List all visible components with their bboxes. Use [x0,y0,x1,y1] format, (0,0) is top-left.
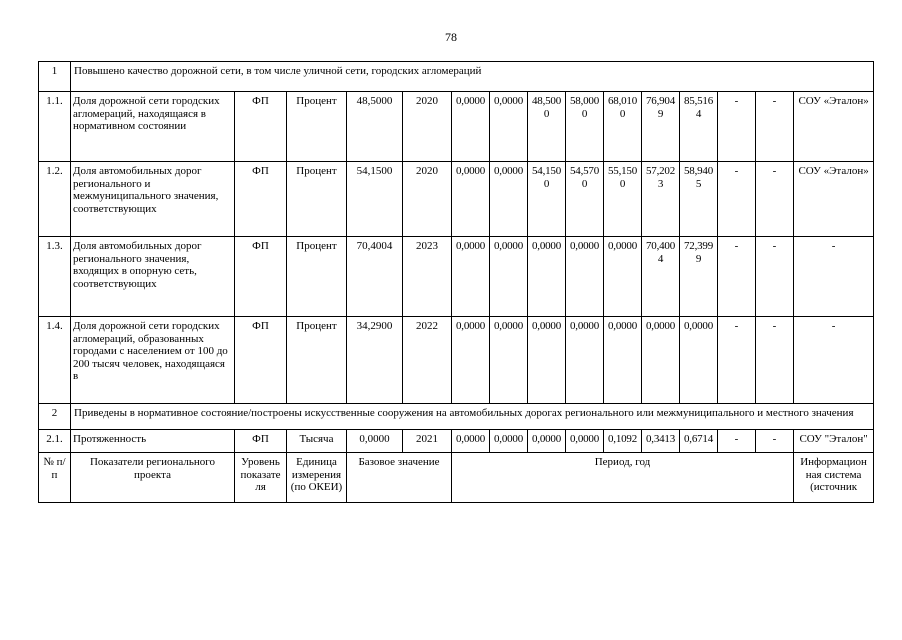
period-value [642,317,680,404]
section-title: Повышено качество дорожной сети, в том числе уличной сети, городских агломераций [71,62,874,92]
period-value-text: 0,0000 [645,320,676,332]
period-value [604,237,642,317]
header-row [39,453,874,503]
base-value: 0,0000 [347,430,403,453]
indicator-level: ФП [235,162,287,237]
period-value-text: 54,5700 [569,165,600,190]
period-value [566,92,604,162]
base-year: 2023 [403,237,452,317]
info-system: СОУ «Эталон» [794,92,874,162]
period-value [528,162,566,237]
indicator-name: Протяженность [71,430,235,453]
period-value-text: 0,0000 [569,433,600,445]
period-value [680,237,718,317]
base-year: 2020 [403,162,452,237]
period-value-text: 68,0100 [607,95,638,120]
period-value-text: 0,0000 [531,320,562,332]
period-value-text: 72,3999 [683,240,714,265]
table-row [39,92,874,162]
dash-cell: - [756,92,794,162]
section-number: 1 [39,62,71,92]
period-value [680,92,718,162]
period-value-text: 0,0000 [683,320,714,332]
row-id: 1.2. [39,162,71,237]
period-value [642,92,680,162]
table-row [39,430,874,453]
period-value-text: 76,9049 [645,95,676,120]
period-value [452,162,490,237]
period-value-text: 0,0000 [531,240,562,252]
header-base: Базовое значение [347,453,452,503]
period-value-text: 58,9405 [683,165,714,190]
period-value [566,162,604,237]
period-value [490,162,528,237]
indicator-level: ФП [235,237,287,317]
unit: Процент [287,317,347,404]
period-value-text: 0,0000 [493,165,524,177]
section-title: Приведены в нормативное состояние/построены искусственные сооружения на автомобильных дорогах регионального или межмуниципального и местного значения [71,404,874,430]
period-value-text: 0,3413 [645,433,676,445]
base-year: 2022 [403,317,452,404]
period-value [452,317,490,404]
indicator-name: Доля автомобильных дорог регионального и межмуниципального значения, соответствующих [71,162,235,237]
dash-cell: - [756,317,794,404]
period-value [680,162,718,237]
period-value-text: 0,0000 [607,240,638,252]
period-value [566,430,604,453]
period-value [452,237,490,317]
row-id: 1.3. [39,237,71,317]
dash-cell: - [718,92,756,162]
period-value-text: 0,0000 [569,320,600,332]
period-value [566,237,604,317]
period-value-text: 55,1500 [607,165,638,190]
section-row [39,62,874,92]
period-value [490,317,528,404]
period-value [490,430,528,453]
dash-cell: - [756,430,794,453]
period-value [604,92,642,162]
page-number: 78 [445,30,457,44]
base-value: 54,1500 [347,162,403,237]
period-value [452,92,490,162]
period-value-text: 0,6714 [683,433,714,445]
info-system: СОУ «Эталон» [794,162,874,237]
period-value-text: 0,0000 [531,433,562,445]
period-value-text: 0,0000 [493,95,524,107]
period-value-text: 57,2023 [645,165,676,190]
dash-cell: - [756,237,794,317]
indicator-name: Доля дорожной сети городских агломераций, находящаяся в нормативном состоянии [71,92,235,162]
row-id: 1.1. [39,92,71,162]
base-value: 70,4004 [347,237,403,317]
period-value-text: 85,5164 [683,95,714,120]
indicator-name: Доля дорожной сети городских агломераций, образованных городами с населением от 100 до 200 тысяч человек, находящаяся в [71,317,235,404]
period-value-text: 0,0000 [569,240,600,252]
header-info: Информацион ная система (источник [794,453,874,503]
table-row [39,237,874,317]
info-system: - [794,317,874,404]
period-value-text: 54,1500 [531,165,562,190]
period-value [490,237,528,317]
period-value-text: 0,0000 [455,165,486,177]
period-value-text: 0,0000 [493,320,524,332]
dash-cell: - [718,162,756,237]
period-value-text: 58,0000 [569,95,600,120]
unit: Процент [287,237,347,317]
period-value [528,317,566,404]
dash-cell: - [718,237,756,317]
period-value [680,430,718,453]
period-value [680,317,718,404]
header-num: № п/п [39,453,71,503]
period-value [604,430,642,453]
section-number: 2 [39,404,71,430]
header-period: Период, год [452,453,794,503]
unit: Тысяча [287,430,347,453]
unit: Процент [287,92,347,162]
table-row [39,317,874,404]
period-value-text: 48,5000 [531,95,562,120]
period-value [604,317,642,404]
unit: Процент [287,162,347,237]
indicator-name: Доля автомобильных дорог регионального значения, входящих в опорную сеть, соответствующих [71,237,235,317]
period-value [528,430,566,453]
indicators-table [38,61,874,503]
base-value: 48,5000 [347,92,403,162]
indicator-level: ФП [235,430,287,453]
info-system: - [794,237,874,317]
period-value-text: 0,0000 [607,320,638,332]
period-value-text: 0,0000 [455,320,486,332]
period-value [566,317,604,404]
period-value-text: 0,0000 [493,433,524,445]
base-year: 2020 [403,92,452,162]
row-id: 2.1. [39,430,71,453]
period-value [604,162,642,237]
period-value [452,430,490,453]
dash-cell: - [756,162,794,237]
period-value-text: 0,1092 [607,433,638,445]
period-value [490,92,528,162]
base-value: 34,2900 [347,317,403,404]
row-id: 1.4. [39,317,71,404]
period-value-text: 0,0000 [455,433,486,445]
section-row [39,404,874,430]
period-value [642,162,680,237]
info-system: СОУ "Эталон" [794,430,874,453]
indicator-level: ФП [235,317,287,404]
period-value [642,237,680,317]
period-value [528,237,566,317]
period-value [528,92,566,162]
period-value-text: 0,0000 [455,95,486,107]
header-indicator: Показатели регионального проекта [71,453,235,503]
base-year: 2021 [403,430,452,453]
period-value-text: 0,0000 [455,240,486,252]
table-row [39,162,874,237]
period-value [642,430,680,453]
header-level: Уровень показате ля [235,453,287,503]
period-value-text: 0,0000 [493,240,524,252]
indicator-level: ФП [235,92,287,162]
period-value-text: 70,4004 [645,240,676,265]
dash-cell: - [718,430,756,453]
dash-cell: - [718,317,756,404]
header-unit: Единица измерения (по ОКЕИ) [287,453,347,503]
